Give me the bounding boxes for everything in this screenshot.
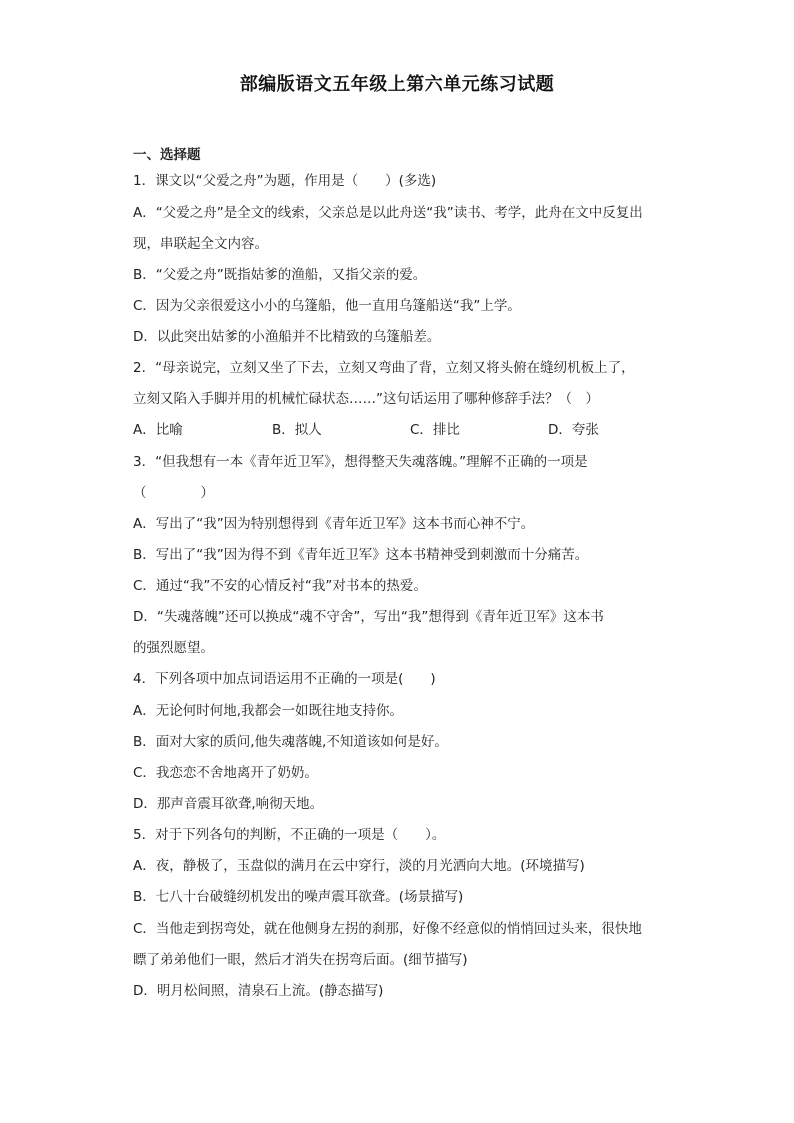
question-1-option-a-cont: 现，串联起全文内容。 xyxy=(133,236,268,252)
question-3-option-d: D．“失魂落魄”还可以换成“魂不守舍”，写出“我”想得到《青年近卫军》这本书 xyxy=(133,609,604,625)
question-2-option-b: B．拟人 xyxy=(272,422,322,438)
question-3-stem-cont: （ ） xyxy=(133,485,214,501)
question-5-option-d: D．明月松间照，清泉石上流。(静态描写) xyxy=(133,983,384,999)
question-4-stem: 4．下列各项中加点词语运用不正确的一项是( ) xyxy=(133,671,436,687)
question-4-option-c: C．我恋恋不舍地离开了奶奶。 xyxy=(133,765,318,781)
question-5-stem: 5．对于下列各句的判断，不正确的一项是（ ）。 xyxy=(133,827,446,843)
question-5-option-a: A．夜，静极了，玉盘似的满月在云中穿行，淡的月光洒向大地。(环境描写) xyxy=(133,858,585,874)
question-2-stem-cont: 立刻又陷入手脚并用的机械忙碌状态……”这句话运用了哪种修辞手法？（ ） xyxy=(133,391,599,407)
question-2-stem: 2．“母亲说完，立刻又坐了下去，立刻又弯曲了背，立刻又将头俯在缝纫机板上了， xyxy=(133,360,635,376)
question-2-option-d: D．夸张 xyxy=(548,422,599,438)
question-4-option-d: D．那声音震耳欲聋,响彻天地。 xyxy=(133,796,324,812)
question-3-option-c: C．通过“我”不安的心情反衬“我”对书本的热爱。 xyxy=(133,578,427,594)
section-heading: 一、选择题 xyxy=(133,147,201,163)
question-3-stem: 3．“但我想有一本《青年近卫军》，想得整天失魂落魄。”理解不正确的一项是 xyxy=(133,454,588,470)
question-1-stem: 1．课文以“父爱之舟”为题，作用是（ ）(多选) xyxy=(133,173,437,189)
question-3-option-d-cont: 的强烈愿望。 xyxy=(133,640,214,656)
question-3-option-a: A．写出了“我”因为特别想得到《青年近卫军》这本书而心神不宁。 xyxy=(133,516,535,532)
question-4-option-a: A．无论何时何地,我都会一如既往地支持你。 xyxy=(133,703,404,719)
question-1-option-a: A．“父爱之舟”是全文的线索，父亲总是以此舟送“我”读书、考学，此舟在文中反复出 xyxy=(133,205,643,221)
question-2-option-c: C．排比 xyxy=(410,422,460,438)
question-3-option-b: B．写出了“我”因为得不到《青年近卫军》这本书精神受到刺激而十分痛苦。 xyxy=(133,547,589,563)
question-2-option-a: A．比喻 xyxy=(133,422,183,438)
question-1-option-b: B．“父爱之舟”既指姑爹的渔船，又指父亲的爱。 xyxy=(133,267,427,283)
question-1-option-c: C．因为父亲很爱这小小的乌篷船，他一直用乌篷船送“我”上学。 xyxy=(133,298,521,314)
question-5-option-c-cont: 瞟了弟弟他们一眼，然后才消失在拐弯后面。(细节描写) xyxy=(133,952,468,968)
document-title: 部编版语文五年级上第六单元练习试题 xyxy=(239,74,555,95)
question-1-option-d: D．以此突出姑爹的小渔船并不比精致的乌篷船差。 xyxy=(133,329,441,345)
question-5-option-c: C．当他走到拐弯处，就在他侧身左拐的刹那，好像不经意似的悄悄回过头来，很快地 xyxy=(133,921,642,937)
question-5-option-b: B．七八十台破缝纫机发出的噪声震耳欲聋。(场景描写) xyxy=(133,889,464,905)
question-4-option-b: B．面对大家的质问,他失魂落魄,不知道该如何是好。 xyxy=(133,734,448,750)
